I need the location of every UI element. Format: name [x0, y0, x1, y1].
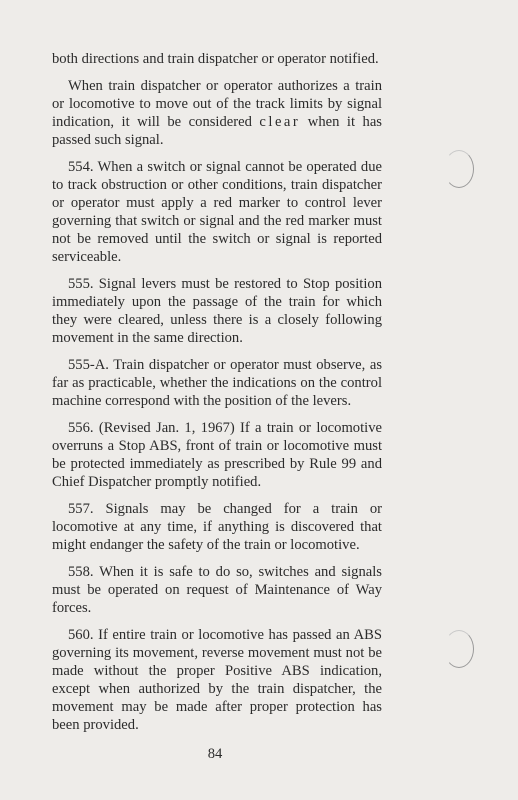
text-column [52, 50, 382, 743]
rule-554: 554. When a switch or signal cannot be operated due to track obstruction or other conditions, train dispatcher or operator must apply a red marker to control lever governing that switch or signal and the red marker must not be removed until the switch or signal is reported serviceable. [52, 159, 382, 265]
paragraph-continuation: both directions and train dispatcher or operator notified. [52, 51, 379, 67]
emphasis-clear: clear [259, 114, 301, 130]
paragraph-clear-signal [52, 77, 382, 149]
punch-hole-top [444, 150, 474, 188]
rule-558: 558. When it is safe to do so, switches and signals must be operated on request of Maintenance of Way forces. [52, 564, 382, 616]
rule-557: 557. Signals may be changed for a train or locomotive at any time, if anything is discovered that might endanger the safety of the train or locomotive. [52, 501, 382, 553]
paragraph-clear-signal-end: when it has passed such signal. [52, 114, 382, 148]
rule-555a: 555-A. Train dispatcher or operator must observe, as far as practicable, whether the indications on the control machine correspond with the position of the levers. [52, 357, 382, 409]
page-number: 84 [207, 746, 223, 762]
punch-hole-bottom [444, 630, 474, 668]
rule-555: 555. Signal levers must be restored to Stop position immediately upon the passage of the train for which they were cleared, unless there is a closely following movement in the same direction. [52, 276, 382, 346]
rule-556: 556. (Revised Jan. 1, 1967) If a train or locomotive overruns a Stop ABS, front of train or locomotive must be protected immediately as prescribed by Rule 99 and Chief Dispatcher promptly notified. [52, 420, 382, 490]
paragraph-clear-signal-start: When train dispatcher or operator authorizes a train or locomotive to move out of the track limits by signal indication, it will be considered [52, 78, 382, 130]
rule-560: 560. If entire train or locomotive has passed an ABS governing its movement, reverse movement must not be made without the proper Positive ABS indication, except when authorized by the train dispatcher, the movement may be made after proper protection has been provided. [52, 627, 382, 733]
